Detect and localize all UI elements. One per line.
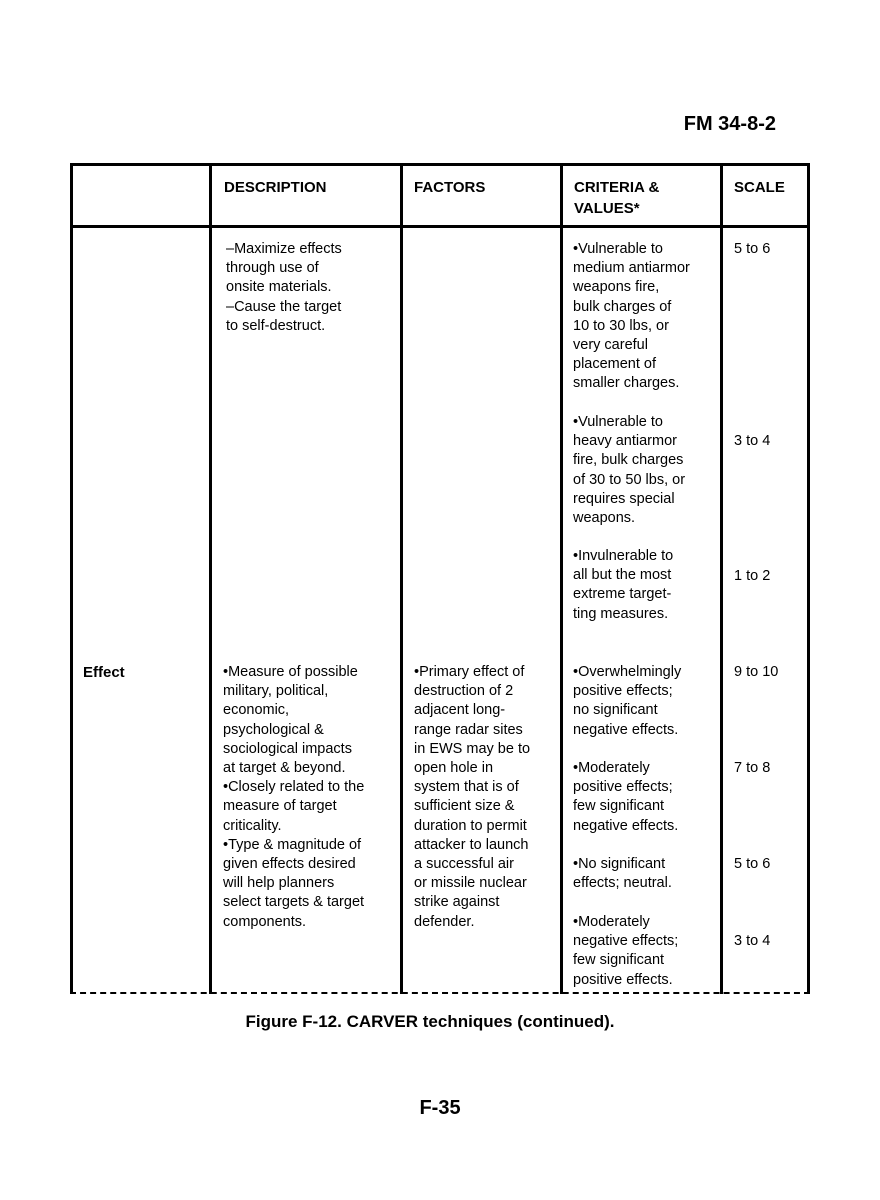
col-border — [209, 163, 212, 994]
column-header-criteria: CRITERIA & VALUES* — [574, 179, 660, 217]
table-top-border — [70, 163, 810, 166]
scale-value: 5 to 6 — [734, 856, 771, 872]
row-label-effect: Effect — [83, 664, 125, 681]
effect-description: •Measure of possible military, political, economic, psychological & sociological impacts at target & beyond. •Closely related to the measure of target criticality. •Type & magnitude of given effects desired will help planners select targets & target components. — [223, 664, 365, 930]
criteria-item: •Vulnerable to medium antiarmor weapons fire, bulk charges of 10 to 30 lbs, or very careful placement of smaller charges. — [573, 241, 690, 392]
criteria-item: •No significant effects; neutral. — [573, 856, 672, 892]
continuation-description: –Maximize effects through use of onsite materials. –Cause the target to self-destruct. — [226, 241, 342, 334]
criteria-item: •Moderately negative effects; few significant positive effects. — [573, 914, 679, 988]
page-number: F-35 — [419, 1097, 461, 1119]
table-continuation-dashed-line — [70, 992, 810, 994]
scale-value: 3 to 4 — [734, 433, 771, 449]
criteria-item: •Moderately positive effects; few significant negative effects. — [573, 760, 679, 834]
scale-value: 7 to 8 — [734, 760, 771, 776]
scale-value: 9 to 10 — [734, 664, 779, 680]
col-border — [70, 163, 73, 994]
column-header-factors: FACTORS — [414, 179, 486, 196]
scale-value: 1 to 2 — [734, 568, 771, 584]
effect-factors: •Primary effect of destruction of 2 adjacent long- range radar sites in EWS may be to open hole in system that is of sufficient size & duration to permit attacker to launch a successful air or missile nuclear strike against defender. — [414, 664, 531, 930]
col-border — [400, 163, 403, 994]
col-border — [807, 163, 810, 994]
header-bottom-border — [70, 225, 810, 228]
col-border — [560, 163, 563, 994]
col-border — [720, 163, 723, 994]
criteria-item: •Overwhelmingly positive effects; no significant negative effects. — [573, 664, 682, 738]
figure-caption: Figure F-12. CARVER techniques (continued). — [245, 1012, 615, 1031]
document-id: FM 34-8-2 — [683, 113, 776, 135]
criteria-item: •Invulnerable to all but the most extreme target- ting measures. — [573, 548, 674, 622]
criteria-item: •Vulnerable to heavy antiarmor fire, bulk charges of 30 to 50 lbs, or requires special weapons. — [573, 414, 686, 527]
scale-value: 3 to 4 — [734, 933, 771, 949]
scale-value: 5 to 6 — [734, 241, 771, 257]
column-header-scale: SCALE — [734, 179, 785, 196]
carver-table — [70, 163, 810, 995]
column-header-description: DESCRIPTION — [224, 179, 327, 196]
